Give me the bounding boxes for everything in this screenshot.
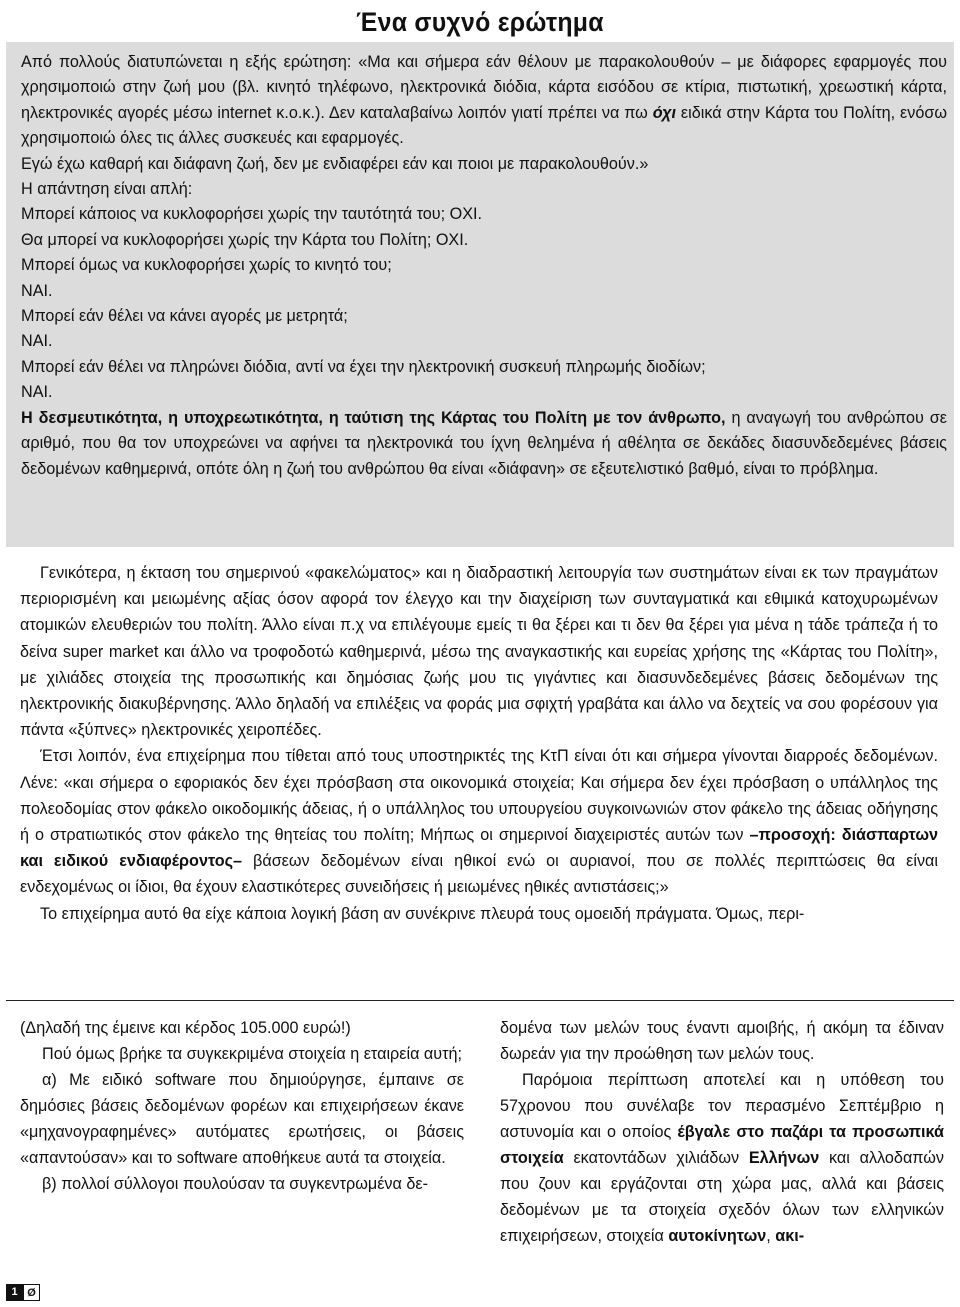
page-number — [6, 1284, 40, 1301]
conclusion-paragraph — [21, 406, 947, 482]
question-text-1: Από πολλούς διατυπώνεται η εξής ερώτηση: «Μα και σήμερα εάν θέλουν με παρακολουθούν – με διάφορες εφαρμογές που χρησιμοποιώ στην ζωή μου (βλ. κινητό τηλέφωνο, ηλεκτρονικά διόδια, κάρτα εισόδου σε κτίρια, πιστωτική, χρεωστική κάρτα, ηλεκτρονικές αγορές μέσω internet κ.ο.κ.). Δεν καταλαβαίνω λοιπόν γιατί πρέπει να πω — [21, 53, 947, 122]
main-p2-text-a: Έτσι λοιπόν, ένα επιχείρημα που τίθεται από τους υποστηρικτές της ΚτΠ είναι ότι και σήμερα γίνονται διαρροές δεδομένων. Λένε: «και σήμερα ο εφοριακός δεν έχει πρόσβαση στα οικονομικά στοιχεία; Και σήμερα δεν έχει πρόσβαση ο υπάλληλος της πολεοδομίας στον φάκελο οικοδομικής άδειας, ή ο υπάλληλος του υπουργείου συγκοινωνιών στον φάκελο της άδειας οδήγησης ή ο στρατιωτικός στον φάκελο της θητείας του πολίτη; Μήπως οι σημερινοί διαχειριστές αυτών των — [20, 747, 938, 845]
left-paragraph-1: (Δηλαδή της έμεινε και κέρδος 105.000 ευρώ!) — [20, 1019, 351, 1037]
right-column — [500, 1015, 944, 1249]
right-paragraph-1: δομένα των μελών τους έναντι αμοιβής, ή ακόμη τα έδιναν δωρεάν για την προώθηση των μελών τους. — [500, 1019, 944, 1063]
question-paragraph — [21, 50, 947, 152]
main-p2-text-b: βάσεων δεδομένων είναι ηθικοί ενώ οι αυριανοί, που σε πολλές περιπτώσεις θα είναι ενδεχομένως οι ίδιοι, θα έχουν ελαστικότερες συνειδήσεις ή μειωμένες ηθικές αντιστάσεις;» — [20, 852, 938, 897]
question-text-2: ειδικά στην Κάρτα του Πολίτη, ενόσω χρησιμοποιώ όλες τις άλλες συσκευές και εφαρμογές. — [21, 103, 947, 148]
main-paragraph-1: Γενικότερα, η έκταση του σημερινού «φακελώματος» και η διαδραστική λειτουργία των συστημάτων είναι εκ των πραγμάτων περιορισμένη και μειωμένης αξίας όσον αφορά τον έλεγχο και την διαχείριση των συνταγματικά και εθιμικά κατοχυρωμένων ατομικών ελευθεριών του πολίτη. Άλλο είναι π.χ να επιλέγουμε εμείς τι θα ξέρει και τι δεν θα ξέρει για μένα η τάδε τράπεζα ή το δείνα super market και άλλο να τροφοδοτώ καθημερινά, μέσω της αναγκαστικής και ευρείας χρήσης της «Κάρτας του Πολίτη», με χιλιάδες στοιχεία της προσωπικής και δημόσιας ζωής μου τις γιγάντιες και διασυνδεδεμένες βάσεις δεδομένων της ηλεκτρονικής διακυβέρνησης. Άλλο δηλαδή να επιλέξεις να φοράς μια σφιχτή γραβάτα και άλλο να δεχτείς να σου φορέσουν για πάντα «ξύπνες» ηλεκτρονικές χειροπέδες. — [20, 564, 938, 740]
main-paragraph-3: Το επιχείρημα αυτό θα είχε κάποια λογική βάση αν συνέκρινε πλευρά τους ομοειδή πράγματα. Όμως, περι- — [40, 904, 805, 923]
answer-line: Μπορεί όμως να κυκλοφορήσει χωρίς το κινητό του; — [21, 256, 392, 275]
answer-line: Μπορεί εάν θέλει να πληρώνει διόδια, αντί να έχει την ηλεκτρονική συσκευή πληρωμής διοδίων; — [21, 357, 706, 376]
answer-line: ΝΑΙ. — [21, 332, 53, 351]
page-title: Ένα συχνό ερώτημα — [356, 7, 604, 37]
right-p2-bold-1: έβγαλε στο παζάρι τα προσωπικά στοιχεία — [500, 1123, 944, 1167]
question-box-content — [21, 50, 947, 482]
left-column — [20, 1015, 464, 1197]
right-p2-bold-2: Ελλήνων — [748, 1149, 820, 1167]
right-p2-text-b: εκατοντάδων χιλιάδων — [563, 1149, 749, 1167]
answer-line: ΝΑΙ. — [21, 383, 53, 402]
right-p2-text-c: και αλλοδαπών που ζουν και εργάζονται στη χώρα μας, αλλά και βάσεις δεδομένων με τα στοιχεία σχεδόν όλων των ελληνικών επιχειρήσεων, στοιχεία — [500, 1149, 944, 1245]
right-p2-bold-4: ακι- — [775, 1227, 805, 1245]
answer-line: ΝΑΙ. — [21, 281, 53, 300]
section-divider — [6, 1000, 954, 1001]
question-box — [6, 42, 954, 547]
answer-line: Θα μπορεί να κυκλοφορήσει χωρίς την Κάρτα του Πολίτη; ΟΧΙ. — [21, 230, 469, 249]
page-number-digit: 1 — [6, 1284, 23, 1301]
left-paragraph-2: Πού όμως βρήκε τα συγκεκριμένα στοιχεία η εταιρεία αυτή; — [42, 1045, 463, 1063]
right-p2-text-a: Παρόμοια περίπτωση αποτελεί και η υπόθεση του 57χρονου που συνέλαβε τον περασμένο Σεπτέμβριο η αστυνομία και ο οποίος — [500, 1071, 944, 1141]
main-paragraph-2 — [20, 743, 938, 900]
left-paragraph-4: β) πολλοί σύλλογοι πουλούσαν τα συγκεντρωμένα δε- — [42, 1175, 429, 1193]
right-p2-text-d: , — [766, 1227, 776, 1245]
conclusion-bold: Η δεσμευτικότητα, η υποχρεωτικότητα, η ταύτιση της Κάρτας του Πολίτη με τον άνθρωπο, — [21, 408, 726, 427]
answer-line: Μπορεί κάποιος να κυκλοφορήσει χωρίς την ταυτότητά του; ΟΧΙ. — [21, 205, 483, 224]
right-paragraph-2 — [500, 1067, 944, 1249]
main-p2-bold: –προσοχή: διάσπαρτων και ειδικού ενδιαφέροντος– — [20, 826, 938, 871]
left-paragraph-3: α) Με ειδικό software που δημιούργησε, έμπαινε σε δημόσιες βάσεις δεδομένων φορέων και επιχειρήσεων έκανε «μηχανογραφημένες» αυτόματες ερωτήσεις, οι βάσεις «απαντούσαν» και το software αποθήκευε αυτά τα στοιχεία. — [20, 1071, 464, 1167]
conclusion-text: η αναγωγή του ανθρώπου σε αριθμό, που θα τον υποχρεώνει να αφήνει τα ηλεκτρονικά του ίχνη θελημένα ή αθέλητα σε δεκάδες διασυνδεδεμένες βάσεις δεδομένων καθημερινά, οπότε όλη η ζωή του ανθρώπου θα είναι «διάφανη» σε εξευτελιστικό βαθμό, είναι το πρόβλημα. — [21, 408, 948, 478]
page-number-symbol: Ø — [23, 1284, 40, 1301]
right-p2-bold-3: αυτοκίνητων — [668, 1227, 767, 1245]
answer-intro: Η απάντηση είναι απλή: — [21, 180, 193, 199]
answer-line: Μπορεί εάν θέλει να κάνει αγορές με μετρητά; — [21, 307, 348, 326]
question-emphasis: όχι — [652, 103, 676, 122]
title-bar — [0, 0, 960, 42]
question-line-3: Εγώ έχω καθαρή και διάφανη ζωή, δεν με ενδιαφέρει εάν και ποιοι με παρακολουθούν.» — [21, 154, 649, 173]
main-text — [20, 560, 938, 927]
